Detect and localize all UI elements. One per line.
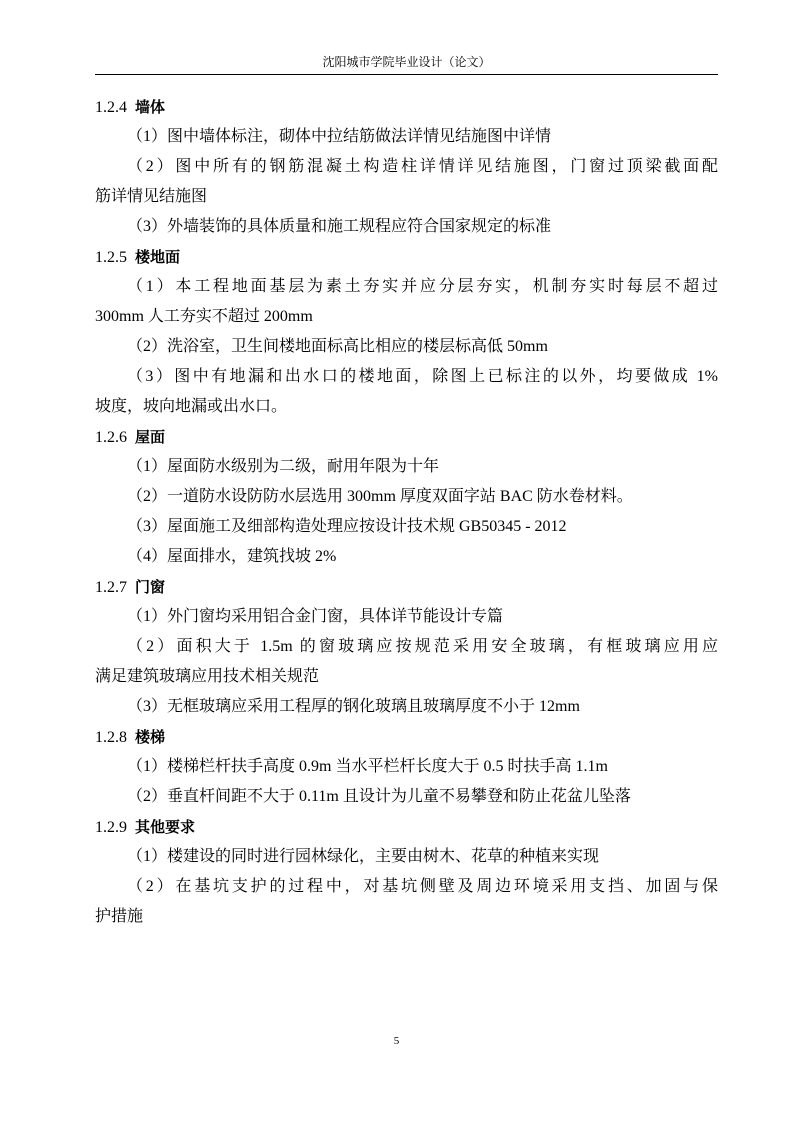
paragraph-line: （3）图中有地漏和出水口的楼地面，除图上已标注的以外，均要做成 1% (127, 368, 718, 385)
paragraph-line: （3）无框玻璃应采用工程厚的钢化玻璃且玻璃厚度不小于 12mm (127, 698, 580, 715)
page-number: 5 (393, 1035, 400, 1047)
section-title: 屋面 (135, 428, 166, 446)
paragraph-line: 坡度，坡向地漏或出水口。 (95, 398, 288, 415)
paragraph-line: （3）屋面施工及细部构造处理应按设计技术规 GB50345 - 2012 (127, 518, 567, 535)
paragraph-line: 300mm 人工夯实不超过 200mm (95, 308, 313, 325)
paragraph-line: （2）洗浴室，卫生间楼地面标高比相应的楼层标高低 50mm (127, 338, 548, 355)
section-number: 1.2.9 (95, 819, 127, 836)
paragraph-line: （3）外墙装饰的具体质量和施工规程应符合国家规定的标准 (127, 218, 552, 235)
section-number: 1.2.7 (95, 579, 127, 596)
paragraph-line: （1）外门窗均采用铝合金门窗，具体详节能设计专篇 (127, 608, 504, 625)
paragraph-line: 筋详情见结施图 (95, 188, 208, 205)
paragraph-line: （1）楼建设的同时进行园林绿化，主要由树木、花草的种植来实现 (127, 848, 600, 865)
paragraph-line: （1）楼梯栏杆扶手高度 0.9m 当水平栏杆长度大于 0.5 时扶手高 1.1m (127, 758, 608, 775)
section-title: 楼地面 (135, 248, 181, 266)
paragraph-line: （1）屋面防水级别为二级，耐用年限为十年 (127, 458, 440, 475)
section-heading (95, 722, 718, 752)
paragraph-line: （2）面积大于 1.5m 的窗玻璃应按规范采用安全玻璃，有框玻璃应用应 (127, 638, 718, 655)
section-title: 墙体 (135, 98, 166, 116)
section-title: 楼梯 (135, 728, 166, 746)
section-heading (95, 812, 718, 842)
section-title: 其他要求 (135, 818, 196, 836)
paragraph-line: 满足建筑玻璃应用技术相关规范 (95, 668, 320, 685)
section-heading (95, 242, 718, 272)
page-header: 沈阳城市学院毕业设计（论文） (322, 55, 491, 69)
section-heading (95, 572, 718, 602)
section-number: 1.2.4 (95, 99, 127, 116)
section-number: 1.2.8 (95, 729, 127, 746)
document-body (95, 92, 718, 932)
paragraph-line: 护措施 (95, 908, 144, 925)
section-heading (95, 92, 718, 122)
paragraph-line: （2）在基坑支护的过程中，对基坑侧壁及周边环境采用支挡、加固与保 (127, 878, 718, 895)
section-heading (95, 422, 718, 452)
section-title: 门窗 (135, 578, 166, 596)
paragraph-line: （4）屋面排水，建筑找坡 2% (127, 548, 337, 565)
paragraph-line: （2）图中所有的钢筋混凝土构造柱详情详见结施图，门窗过顶梁截面配 (127, 158, 718, 175)
paragraph-line: （1）图中墙体标注，砌体中拉结筋做法详情见结施图中详情 (127, 128, 552, 145)
section-number: 1.2.6 (95, 429, 127, 446)
header-rule (95, 74, 718, 75)
paragraph-line: （2）一道防水设防防水层选用 300mm 厚度双面字站 BAC 防水卷材料。 (127, 488, 633, 505)
section-number: 1.2.5 (95, 249, 127, 266)
paragraph-line: （2）垂直杆间距不大于 0.11m 且设计为儿童不易攀登和防止花盆儿坠落 (127, 788, 631, 805)
paragraph-line: （1）本工程地面基层为素土夯实并应分层夯实，机制夯实时每层不超过 (127, 278, 718, 295)
